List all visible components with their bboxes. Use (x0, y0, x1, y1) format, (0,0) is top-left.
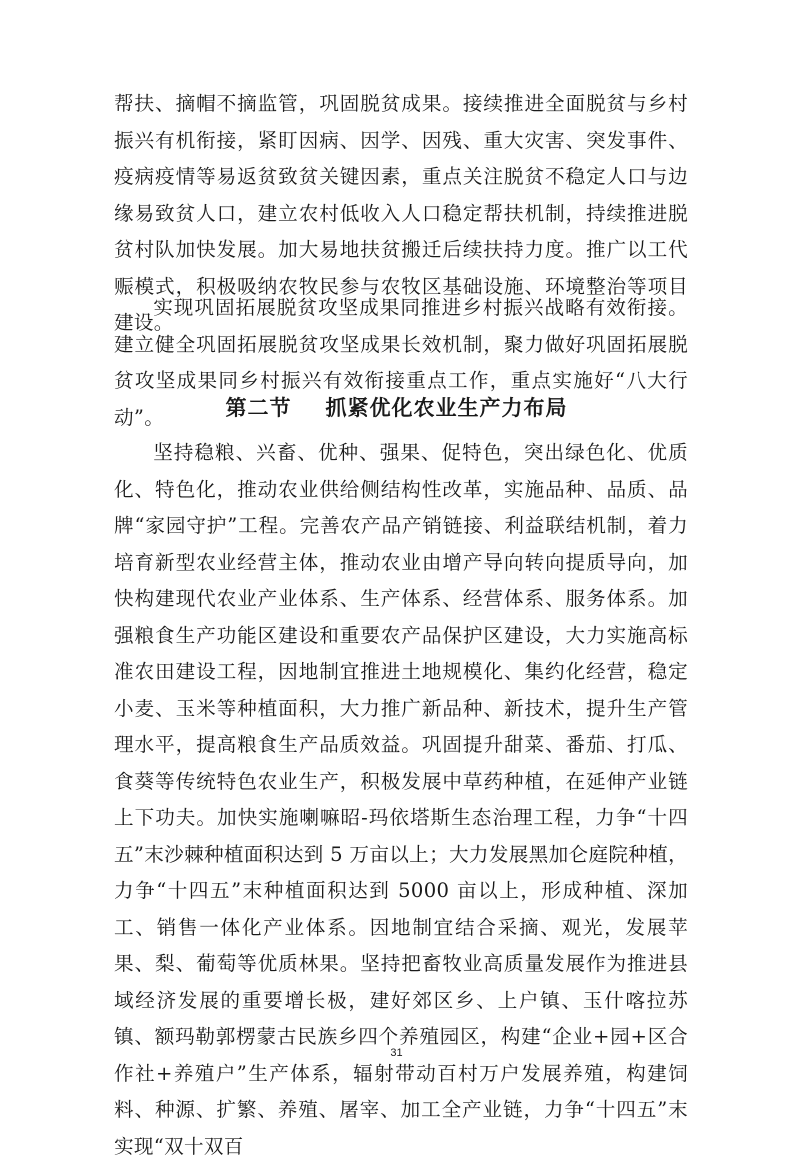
paragraph-agriculture-layout: 坚持稳粮、兴畜、优种、强果、促特色，突出绿色化、优质化、特色化，推动农业供给侧结构性改革，实施品种、品质、品牌“家园守护”工程。完善农产品产销链接、利益联结机制，着力培育新型农业经营主体，推动农业由增产导向转向提质导向，加快构建现代农业产业体系、生产体系、经营体系、服务体系。加强粮食生产功能区建设和重要农产品保护区建设，大力实施高标准农田建设工程，因地制宜推进土地规模化、集约化经营，稳定小麦、玉米等种植面积，大力推广新品种、新技术，提升生产管理水平，提高粮食生产品质效益。巩固提升甜菜、番茄、打瓜、食葵等传统特色农业生产，积极发展中草药种植，在延伸产业链上下功夫。加快实施喇嘛昭-玛依塔斯生态治理工程，力争“十四五”末沙棘种植面积达到 5 万亩以上；大力发展黑加仑庭院种植，力争“十四五”末种植面积达到 5000 亩以上，形成种植、深加工、销售一体化产业体系。因地制宜结合采摘、观光，发展苹果、梨、葡萄等优质林果。坚持把畜牧业高质量发展作为推进县域经济发展的重要增长极，建好郊区乡、上户镇、玉什喀拉苏镇、额玛勒郭楞蒙古民族乡四个养殖园区，构建“企业+园+区合作社+养殖户”生产体系，辐射带动百村万户发展养殖，构建饲料、种源、扩繁、养殖、屠宰、加工全产业链，力争“十四五”末实现“双十双百 (114, 441, 688, 1158)
paragraph-effective-linkage: 实现巩固拓展脱贫攻坚成果同推进乡村振兴战略有效衔接。建立健全巩固拓展脱贫攻坚成果长效机制，聚力做好巩固拓展脱贫攻坚成果同乡村振兴有效衔接重点工作，重点实施好“八大行动”。 (114, 296, 688, 429)
page-number: 31 (390, 1047, 403, 1059)
section-title: 抓紧优化农业生产力布局 (325, 396, 568, 420)
section-number: 第二节 (225, 396, 292, 420)
paragraph-continued: 帮扶、摘帽不摘监管，巩固脱贫成果。接续推进全面脱贫与乡村振兴有机衔接，紧盯因病、因学、因残、重大灾害、突发事件、疫病疫情等易返贫致贫关键因素，重点关注脱贫不稳定人口与边缘易致贫人口，建立农村低收入人口稳定帮扶机制，持续推进脱贫村队加快发展。加大易地扶贫搬迁后续扶持力度。推广以工代赈模式，积极吸纳农牧民参与农牧区基础设施、环境整治等项目建设。 (114, 92, 688, 334)
section-heading (0, 388, 793, 428)
